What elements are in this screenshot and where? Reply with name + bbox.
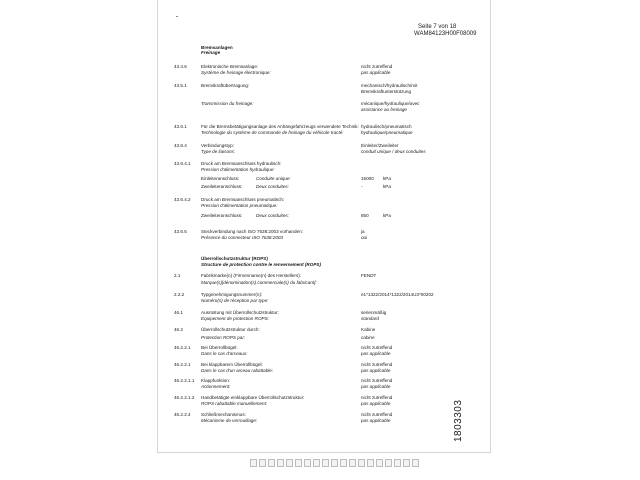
document-stamp-number: 1803303 <box>453 399 464 442</box>
footer-box <box>304 459 311 467</box>
footer-box <box>313 459 320 467</box>
footer-box <box>340 459 347 467</box>
footer-box <box>367 459 374 467</box>
document-page: Seite 7 von 18 WAM84123H00F08009 Bremsanlagen Freinage 43.4.6 Elektronische Bremsanlage: nicht zutreffend Système de freinage électronique: pas applicable 43.5.1 Bremskraftübertragung: mechanisch/hydraulisch/mit Bremskraftunterstützung Transmission du freinage: mécanique/hydraulique/avec assistance au freinage 43.6.1 Für die Bremsbetätigungsanlage des Anhängefahrzeugs verwendete Technik: hydraulisch/pneumatisch Technologie du système de commande de freinage du véhicule tracté: hydraulique/pneumatique 43.6.4 Verbindungstyp: Einleiter/Zweileiter Type de liaisons: conduit unique / deux conduites 43.6.4.1 Druck am Bremsanschluss hydraulisch: Pression d'alimentation hydraulique: Einleiteranschluss: Conduite unique: 15000 kPa Zweileiteranschluss: Deux conduites: - kPa 43.6.4.2 Druck am Bremsanschluss pneumatisch: Pression d'alimentation pneumatique: Zweileiteranschluss: Deux conduites: 850 kPa 43.6.5 Steckverbindung nach ISO 7638:2003 vorhanden: ja Présence du connecteur ISO 7638:2003 oui Überrollschutzstruktur (ROPS) Structure de protection contre le renversement (ROPS) 2.1 Fabrikmarke(n) (Firmenname(n) des Herstellers): FENDT Marque(s)[dénomination(s) commerciale(s) du fabricant]: 2.2.2 Typgenehmigungsnummer(n): e1*1322/2014*1322/2014U3*00202 Numéro(s) de réception par type: 46.1 Ausrüstung mit Überrollschutzstruktur: serienmäßig Équipement de protection ROPS: standard 46.2 Überrollschutzstruktur durch: Kabine Protection ROPS par: cabine 46.2.2.1 Bei Überrollbügel: nicht zutreffend Dans le cas d'arceaux: pas applicable 46.2.2.1 Bei klappbarem Überrollbügel: nicht zutreffend Dans le cas d'un arceau rabattable: pas applicable 46.2.2.1.1 Klappfunktion: nicht zutreffend Actionnement: pas applicable 46.2.2.1.2 Handbetätigte einklappbare Überrollschutzstruktur: nicht zutreffend ROPS rabattable manuellement: pas applicable 46.2.2.4 Schließmechanismus: nicht zutreffend Mécanisme de verrouillage: pas applicable 1803303 <box>157 0 491 453</box>
footer-box <box>385 459 392 467</box>
footer-toolbar <box>250 459 419 467</box>
footer-box <box>250 459 257 467</box>
footer-box <box>277 459 284 467</box>
footer-box <box>376 459 383 467</box>
footer-box <box>403 459 410 467</box>
footer-box <box>394 459 401 467</box>
document-id: WAM84123H00F08009 <box>414 31 477 37</box>
footer-box <box>322 459 329 467</box>
page-number: Seite 7 von 18 <box>418 24 457 30</box>
footer-box <box>295 459 302 467</box>
footer-box <box>268 459 275 467</box>
footer-box <box>349 459 356 467</box>
footer-box <box>358 459 365 467</box>
footer-box <box>412 459 419 467</box>
scan-speck <box>176 16 178 17</box>
footer-box <box>259 459 266 467</box>
footer-box <box>331 459 338 467</box>
footer-box <box>286 459 293 467</box>
